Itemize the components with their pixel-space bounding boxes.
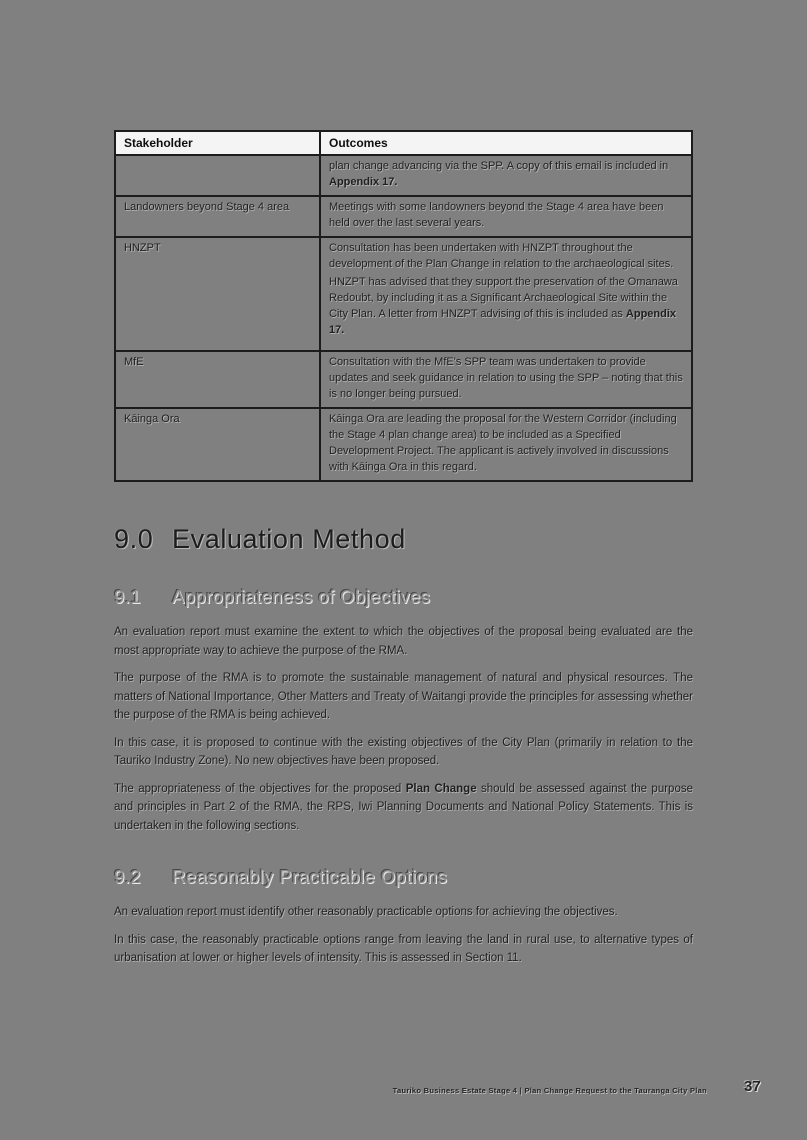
stakeholder-table <box>114 130 693 482</box>
stakeholder-cell: Landowners beyond Stage 4 area <box>115 196 320 237</box>
plan-change-emphasis: Plan Change <box>405 782 477 795</box>
outcome-paragraph <box>329 158 683 190</box>
paragraph-text: The appropriateness of the objectives for the proposed <box>114 782 406 795</box>
paragraph-text: should be assessed against the purpose and principles in Part 2 of the RMA, the RPS, Iwi Planning Documents and National Policy Statements. This is undertaken in the following sections. <box>114 782 693 832</box>
paragraph <box>114 780 693 836</box>
section-heading-9-0 <box>114 524 693 555</box>
outcome-text: HNZPT has advised that they support the preservation of the Omanawa Redoubt, by including it as a Significant Archaeological Site within the City Plan. A letter from HNZPT advising of this is included as <box>329 276 678 320</box>
appendix-reference: Appendix 17. <box>329 176 398 188</box>
outcomes-cell <box>320 408 692 481</box>
outcome-text: plan change advancing via the SPP. A copy of this email is included in <box>329 160 669 172</box>
table-row <box>115 408 692 481</box>
paragraph: In this case, the reasonably practicable options range from leaving the land in rural use, to alternative types of urbanisation at lower or higher levels of intensity. This is assessed in Section 11. <box>114 933 693 964</box>
section-number: 9.0 <box>114 524 154 554</box>
outcomes-cell <box>320 155 692 196</box>
table-row <box>115 351 692 408</box>
stakeholder-cell: HNZPT <box>115 237 320 351</box>
section-heading-9-2 <box>114 866 693 888</box>
outcome-paragraph: Meetings with some landowners beyond the Stage 4 area have been held over the last several years. <box>329 201 664 229</box>
paragraph: The purpose of the RMA is to promote the sustainable management of natural and physical resources. The matters of National Importance, Other Matters and Treaty of Waitangi provide the principles for assessing whether the purpose of the RMA is being achieved. <box>114 672 693 721</box>
section-number: 9.1 <box>114 586 141 607</box>
section-title: Appropriateness of Objectives <box>172 586 431 607</box>
outcome-paragraph: Consultation has been undertaken with HNZPT throughout the development of the Plan Change in relation to the archaeological sites. <box>329 242 674 270</box>
section-title: Reasonably Practicable Options <box>172 866 448 887</box>
section-title: Evaluation Method <box>172 524 406 554</box>
table-row <box>115 155 692 196</box>
stakeholder-cell: Kāinga Ora <box>115 408 320 481</box>
page-content <box>114 130 693 968</box>
outcome-paragraph <box>329 274 683 338</box>
paragraph: An evaluation report must identify other reasonably practicable options for achieving the objectives. <box>114 906 618 918</box>
outcomes-cell <box>320 351 692 408</box>
outcome-paragraph: Consultation with the MfE's SPP team was undertaken to provide updates and seek guidance in relation to using the SPP – noting that this is no longer being pursued. <box>329 356 683 400</box>
paragraph: In this case, it is proposed to continue with the existing objectives of the City Plan (primarily in relation to the Tauriko Industry Zone). No new objectives have been proposed. <box>114 736 693 767</box>
table-row <box>115 237 692 351</box>
page-number: 37 <box>744 1078 761 1095</box>
stakeholder-cell <box>115 155 320 196</box>
appendix-reference: Appendix 17. <box>329 308 677 336</box>
outcomes-cell <box>320 237 692 351</box>
footer-text: Tauriko Business Estate Stage 4 | Plan Change Request to the Tauranga City Plan <box>392 1086 707 1095</box>
table-header-row <box>115 131 692 155</box>
stakeholder-cell: MfE <box>115 351 320 408</box>
table-row <box>115 196 692 237</box>
paragraph: An evaluation report must examine the extent to which the objectives of the proposal being evaluated are the most appropriate way to achieve the purpose of the RMA. <box>114 626 693 657</box>
section-number: 9.2 <box>114 866 141 887</box>
outcome-paragraph: Kāinga Ora are leading the proposal for the Western Corridor (including the Stage 4 plan change area) to be included as a Specified Development Project. The applicant is actively involved in discussions with Kāinga Ora in this regard. <box>329 413 677 473</box>
section-heading-9-1 <box>114 586 693 608</box>
outcomes-cell <box>320 196 692 237</box>
table-header-outcomes: Outcomes <box>320 131 692 155</box>
table-header-stakeholder: Stakeholder <box>115 131 320 155</box>
